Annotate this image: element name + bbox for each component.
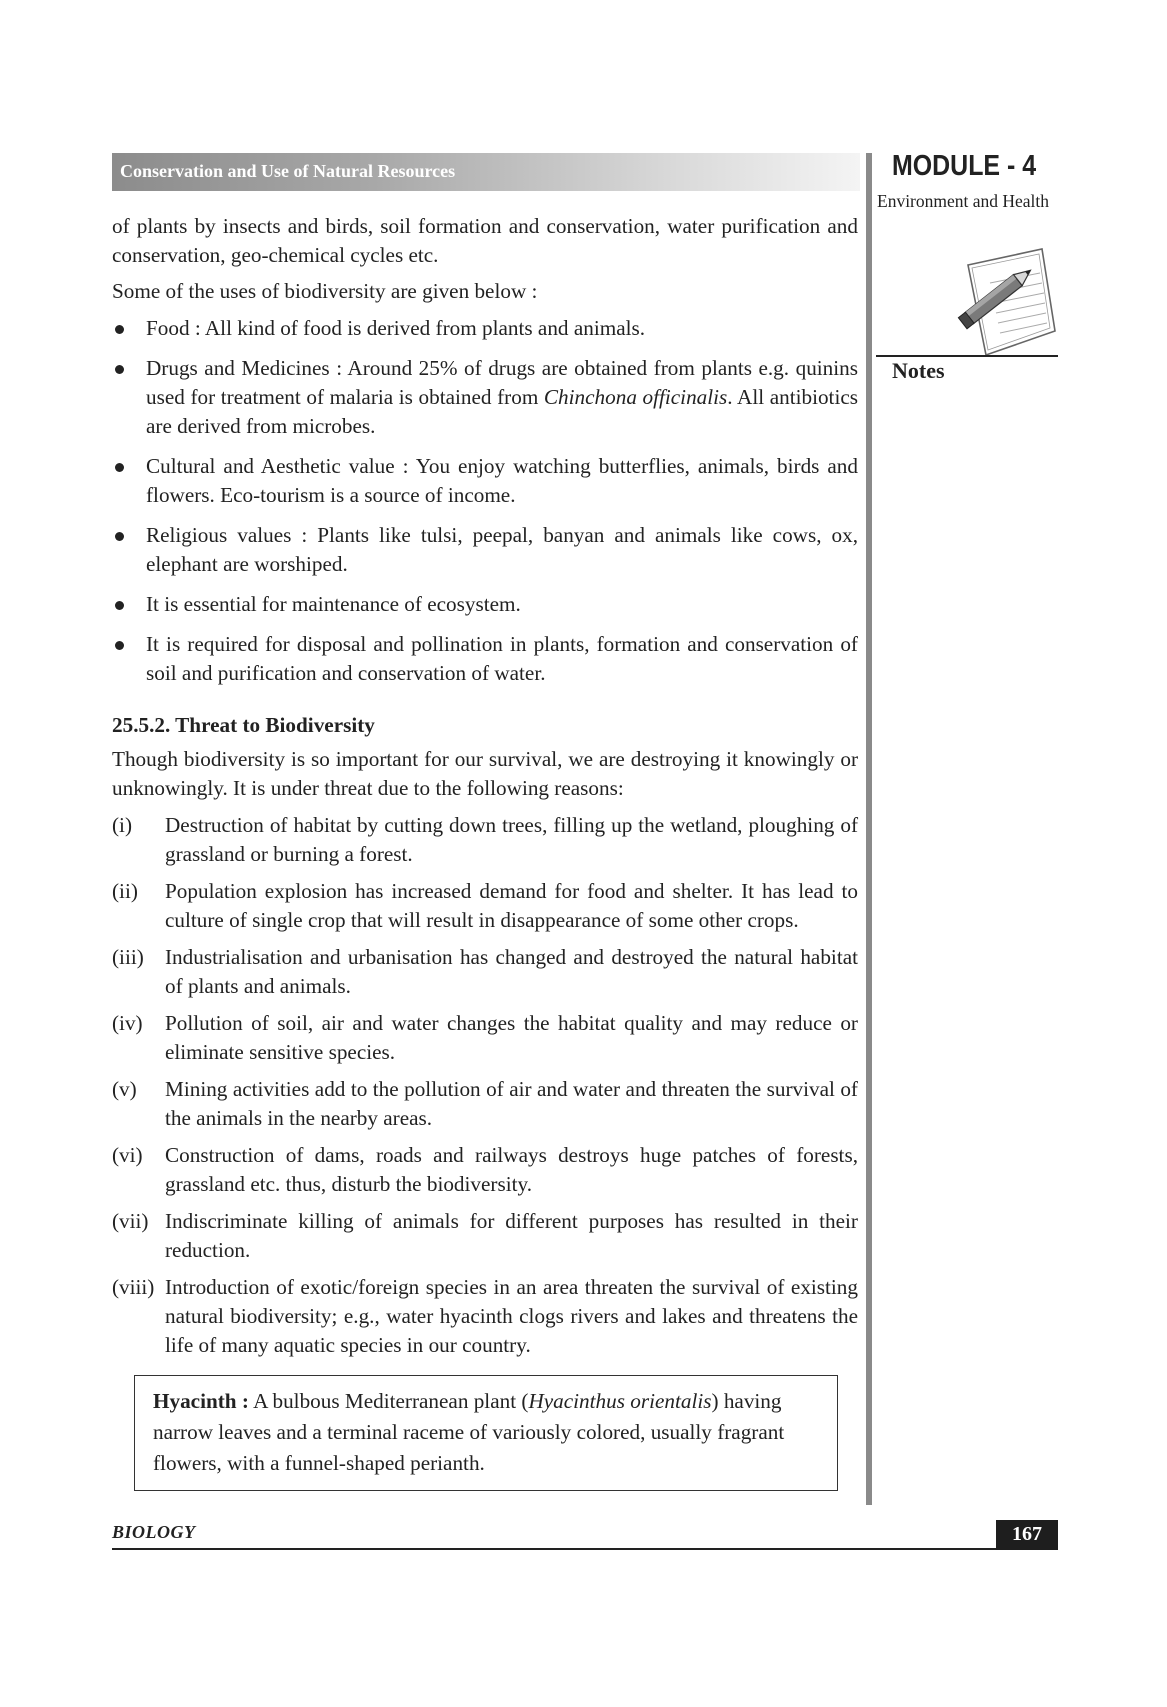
bullet-icon <box>115 463 124 472</box>
bullet-icon <box>115 641 124 650</box>
scientific-name: Chinchona officinalis <box>543 385 728 409</box>
item-number: (vii) <box>112 1209 149 1233</box>
item-number: (i) <box>112 813 132 837</box>
definition-box: Hyacinth : A bulbous Mediterranean plant (Hyacinthus orientalis) having narrow leaves and a terminal raceme of variously colored, usually fragrant flowers, with a funnel-shaped perianth. <box>134 1375 838 1491</box>
footer-rule <box>112 1548 1058 1550</box>
list-item: Religious values : Plants like tulsi, peepal, banyan and animals like cows, ox, elephant are worshiped. <box>112 521 858 579</box>
notes-label: Notes <box>892 358 945 383</box>
section-heading: 25.5.2. Threat to Biodiversity <box>112 713 375 737</box>
running-title: Conservation and Use of Natural Resources <box>120 161 456 181</box>
list-item: (i) Destruction of habitat by cutting down trees, filling up the wetland, ploughing of grassland or burning a forest. <box>112 813 858 866</box>
list-item: Cultural and Aesthetic value : You enjoy watching butterflies, animals, birds and flowers. Eco-tourism is a source of income. <box>112 452 858 510</box>
threat-intro: Though biodiversity is so important for our survival, we are destroying it knowingly or unknowingly. It is under threat due to the following reasons: <box>112 747 858 800</box>
notes-rule <box>876 355 1058 357</box>
list-item: (ii) Population explosion has increased demand for food and shelter. It has lead to culture of single crop that will result in disappearance of some other crops. <box>112 879 858 932</box>
threats-list <box>112 811 858 1360</box>
running-header <box>112 153 860 191</box>
list-item: (vii) Indiscriminate killing of animals for different purposes has resulted in their reduction. <box>112 1209 858 1262</box>
item-number: (iv) <box>112 1011 143 1035</box>
list-item: It is essential for maintenance of ecosystem. <box>112 590 858 619</box>
module-subtitle: Environment and Health <box>877 191 1050 211</box>
list-item: Food : All kind of food is derived from plants and animals. <box>112 314 858 343</box>
notes-pencil-icon <box>950 243 1060 363</box>
definition-term: Hyacinth : <box>153 1389 249 1413</box>
list-item: (iv) Pollution of soil, air and water changes the habitat quality and may reduce or eliminate sensitive species. <box>112 1011 858 1064</box>
list-item: (vi) Construction of dams, roads and railways destroys huge patches of forests, grassland etc. thus, disturb the biodiversity. <box>112 1143 858 1196</box>
item-number: (iii) <box>112 945 144 969</box>
margin-divider <box>866 153 872 1505</box>
uses-intro: Some of the uses of biodiversity are given below : <box>112 279 538 303</box>
footer-subject: BIOLOGY <box>112 1522 196 1542</box>
list-item: (viii) Introduction of exotic/foreign species in an area threaten the survival of existing natural biodiversity; e.g., water hyacinth clogs rivers and lakes and threatens the life of many aquatic species in our country. <box>112 1275 858 1357</box>
bullet-icon <box>115 532 124 541</box>
module-title: MODULE - 4 <box>892 150 1037 182</box>
page-number: 167 <box>996 1520 1058 1550</box>
scientific-name: Hyacinthus orientalis <box>528 1389 712 1413</box>
item-number: (ii) <box>112 879 138 903</box>
list-item: It is required for disposal and pollination in plants, formation and conservation of soil and purification and conservation of water. <box>112 630 858 688</box>
item-number: (viii) <box>112 1275 155 1299</box>
bullet-icon <box>115 601 124 610</box>
list-item: Drugs and Medicines : Around 25% of drugs are obtained from plants e.g. quinins used for treatment of malaria is obtained from Chinchona officinalis. All antibiotics are derived from microbes. <box>112 354 858 441</box>
bullet-icon <box>115 325 124 334</box>
main-content <box>112 212 858 1491</box>
list-item: (iii) Industrialisation and urbanisation has changed and destroyed the natural habitat of plants and animals. <box>112 945 858 998</box>
intro-paragraph: of plants by insects and birds, soil formation and conservation, water purification and conservation, geo-chemical cycles etc. <box>112 214 858 267</box>
uses-list <box>112 314 858 688</box>
item-number: (vi) <box>112 1143 143 1167</box>
bullet-icon <box>115 365 124 374</box>
list-item: (v) Mining activities add to the pollution of air and water and threaten the survival of the animals in the nearby areas. <box>112 1077 858 1130</box>
item-number: (v) <box>112 1077 137 1101</box>
